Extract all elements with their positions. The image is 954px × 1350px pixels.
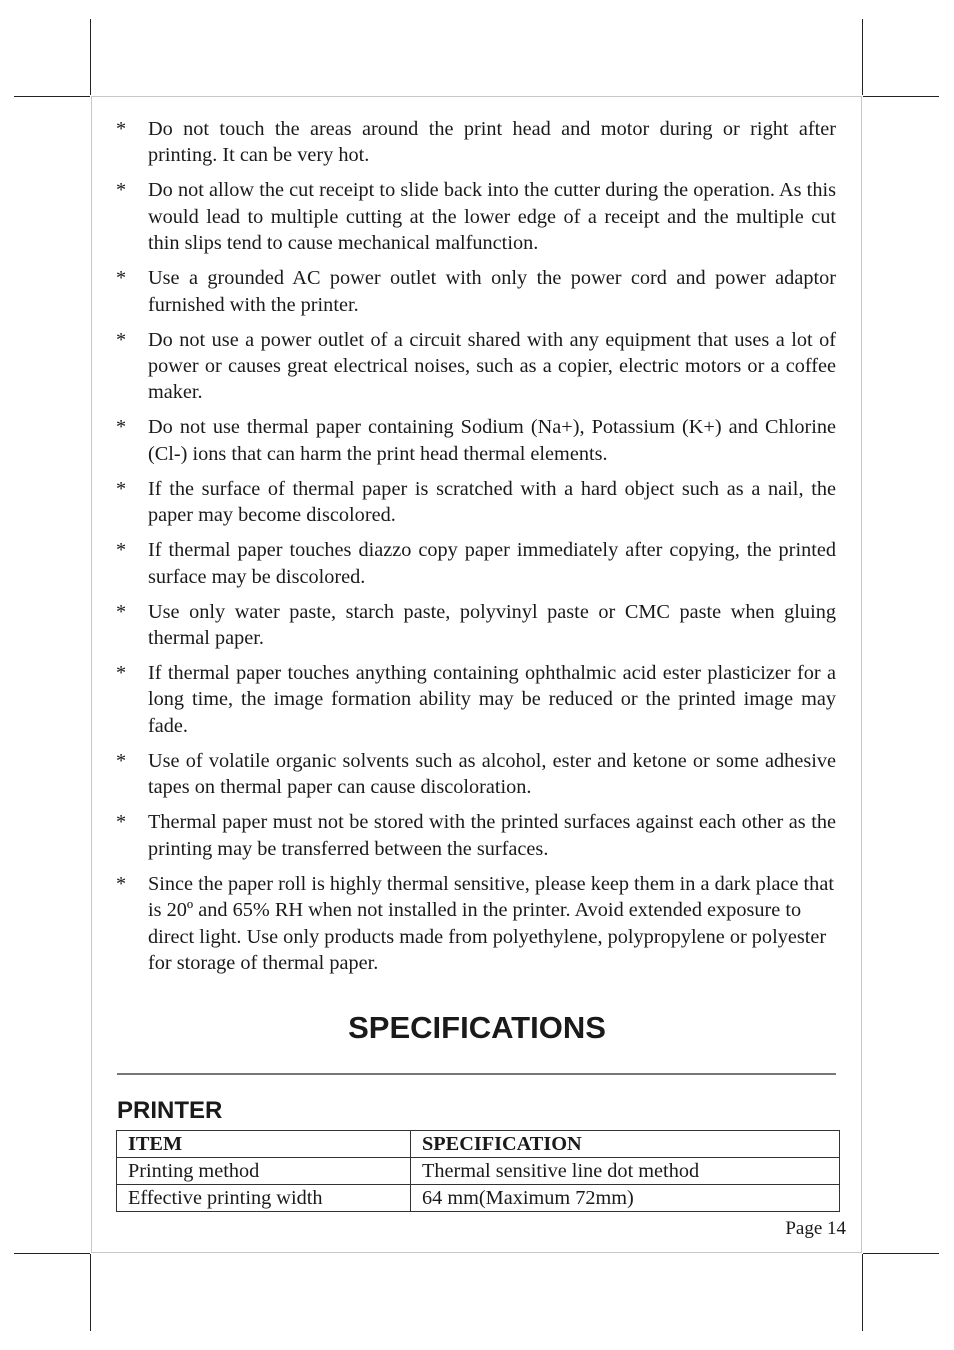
precaution-text: Do not touch the areas around the print head and motor during or right after printing. It can be very hot.: [148, 118, 836, 167]
table-cell-specification: 64 mm(Maximum 72mm): [411, 1185, 840, 1212]
table-cell-specification: Thermal sensitive line dot method: [411, 1158, 840, 1185]
precaution-item: [116, 327, 842, 406]
bullet-asterisk: *: [116, 416, 127, 439]
table-header-row: [117, 1131, 840, 1158]
precaution-item: [116, 177, 842, 256]
bullet-asterisk: *: [116, 179, 127, 202]
crop-mark-bottom-left-horizontal: [14, 1253, 90, 1254]
precaution-item: [116, 599, 842, 652]
precaution-item: [116, 809, 842, 862]
printer-subheading: PRINTER: [117, 1097, 223, 1124]
crop-mark-top-left-vertical: [90, 19, 91, 95]
column-header-item: ITEM: [117, 1131, 411, 1158]
precaution-item: [116, 748, 842, 801]
precaution-text: Do not use thermal paper containing Sodium (Na+), Potassium (K+) and Chlorine (Cl-) ions that can harm the print head thermal elements.: [148, 416, 836, 465]
precaution-text: If thermal paper touches anything containing ophthalmic acid ester plasticizer for a long time, the image formation ability may be reduced or the printed image may fade.: [148, 662, 836, 737]
bullet-asterisk: *: [116, 600, 127, 623]
precaution-item: [116, 414, 842, 467]
bullet-asterisk: *: [116, 267, 127, 290]
precaution-text: Thermal paper must not be stored with the printed surfaces against each other as the printing may be transferred between the surfaces.: [148, 811, 836, 860]
bullet-asterisk: *: [116, 749, 127, 772]
precautions-list: [116, 116, 842, 976]
bullet-asterisk: *: [116, 328, 127, 351]
precaution-text: Do not use a power outlet of a circuit shared with any equipment that uses a lot of power or causes great electrical noises, such as a copier, electric motors or a coffee maker.: [148, 328, 836, 404]
table-cell-item: Printing method: [117, 1158, 411, 1185]
crop-mark-top-right-horizontal: [863, 96, 939, 97]
bullet-asterisk: *: [116, 118, 127, 140]
page-number: Page 14: [785, 1218, 846, 1239]
precaution-text: Do not allow the cut receipt to slide back into the cutter during the operation. As this would lead to multiple cutting at the lower edge of a receipt and the multiple cut thin slips tend to cause mechanical malfunction.: [148, 179, 836, 255]
precaution-text: Use of volatile organic solvents such as alcohol, ester and ketone or some adhesive tapes on thermal paper can cause discoloration.: [148, 749, 836, 799]
crop-mark-bottom-right-vertical: [862, 1254, 863, 1331]
crop-mark-bottom-left-vertical: [90, 1254, 91, 1331]
precaution-text: Since the paper roll is highly thermal sensitive, please keep them in a dark place that is 20º and 65% RH when not installed in the printer. Avoid extended exposure to direct light. Use only products made from polyethylene, polypropylene or polyester for storage of thermal paper.: [148, 872, 834, 974]
precaution-text: Use only water paste, starch paste, polyvinyl paste or CMC paste when gluing thermal paper.: [148, 600, 836, 650]
precaution-item: [116, 476, 842, 529]
table-row: [117, 1158, 840, 1185]
precaution-item: [116, 116, 842, 169]
table-cell-item: Effective printing width: [117, 1185, 411, 1212]
bullet-asterisk: *: [116, 477, 127, 500]
precaution-text: Use a grounded AC power outlet with only the power cord and power adaptor furnished with the printer.: [148, 267, 836, 316]
crop-mark-top-left-horizontal: [14, 96, 90, 97]
precaution-item: [116, 660, 842, 739]
crop-mark-bottom-right-horizontal: [863, 1253, 939, 1254]
precaution-item: [116, 871, 842, 977]
section-divider: [117, 1073, 836, 1075]
bullet-asterisk: *: [116, 539, 127, 562]
bullet-asterisk: *: [116, 811, 127, 834]
column-header-specification: SPECIFICATION: [411, 1131, 840, 1158]
crop-mark-top-right-vertical: [862, 19, 863, 95]
precaution-text: If thermal paper touches diazzo copy paper immediately after copying, the printed surface may be discolored.: [148, 539, 836, 588]
bullet-asterisk: *: [116, 872, 127, 895]
precaution-item: [116, 265, 842, 318]
precaution-text: If the surface of thermal paper is scratched with a hard object such as a nail, the paper may become discolored.: [148, 477, 836, 527]
printer-spec-table: [116, 1130, 840, 1212]
table-row: [117, 1185, 840, 1212]
bullet-asterisk: *: [116, 662, 127, 685]
precaution-item: [116, 537, 842, 590]
specifications-heading: SPECIFICATIONS: [348, 1010, 606, 1045]
